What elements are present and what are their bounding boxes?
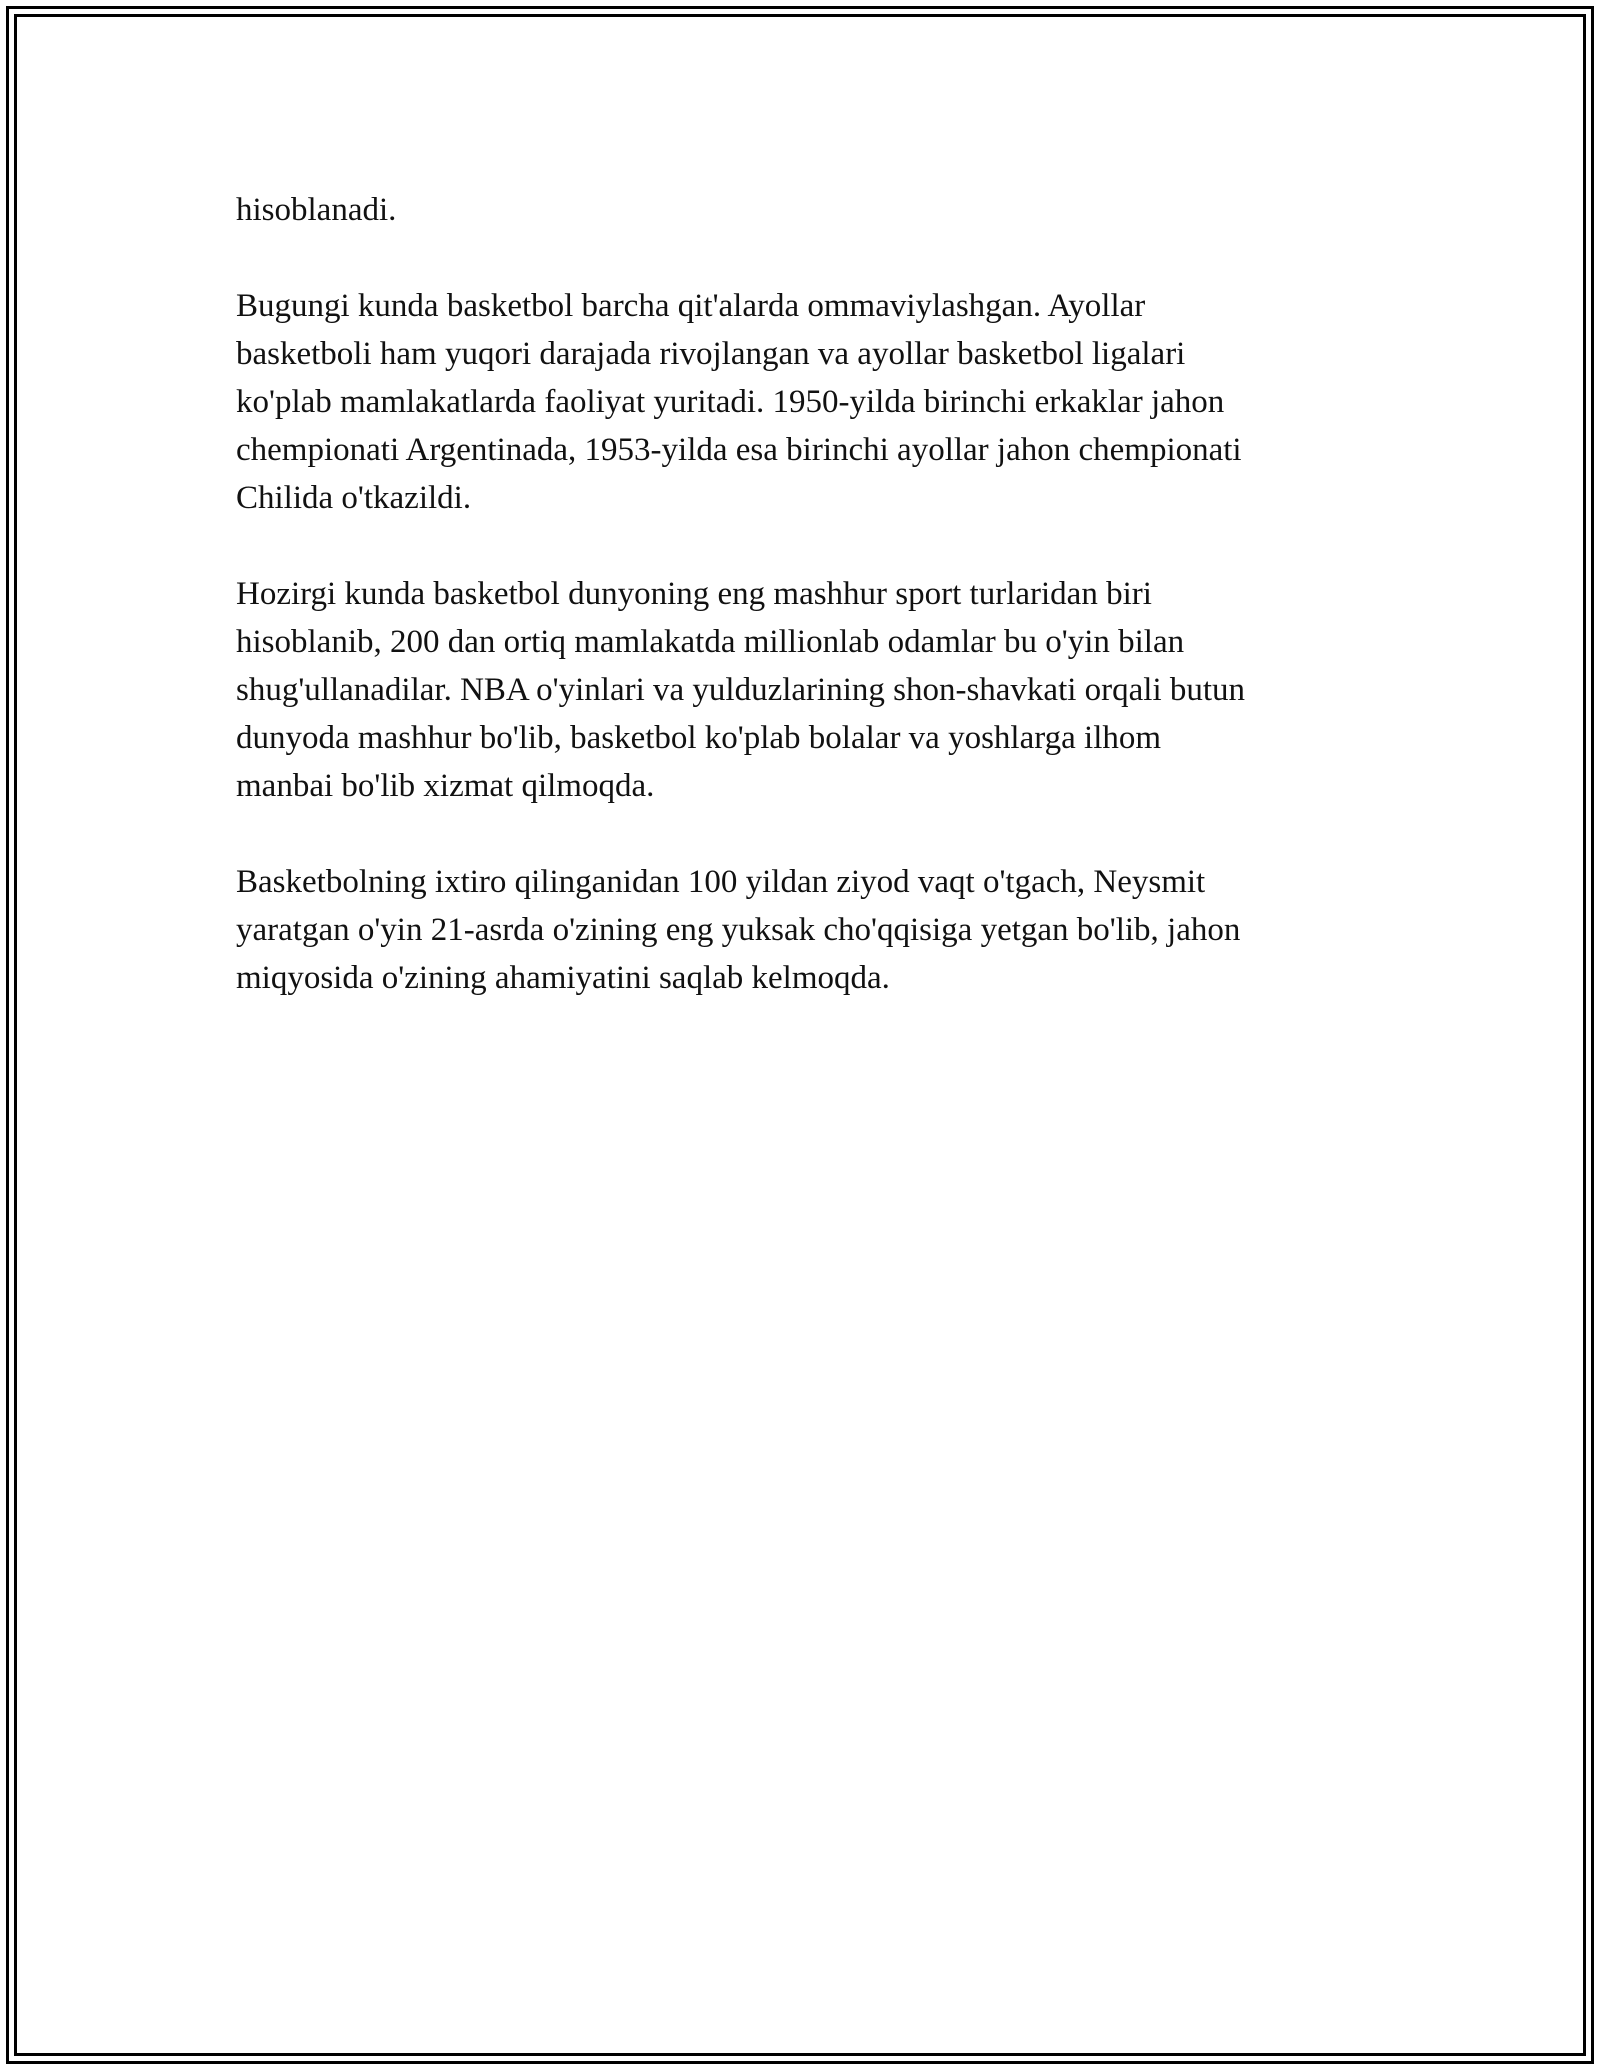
paragraph-global-popularity: Hozirgi kunda basketbol dunyoning eng mashhur sport turlaridan biri hisoblanib, 200 dan ortiq mamlakatda millionlab odamlar bu o'yin bilan shug'ullanadilar. NBA o'yinlari va yulduzlarining shon-shavkati orqali butun dunyoda mashhur bo'lib, basketbol ko'plab bolalar va yoshlarga ilhom manbai bo'lib xizmat qilmoqda. <box>236 576 1246 804</box>
paragraph-legacy: Basketbolning ixtiro qilinganidan 100 yildan ziyod vaqt o'tgach, Neysmit yaratgan o'yin 21-asrda o'zining eng yuksak cho'qqisiga yetgan bo'lib, jahon miqyosida o'zining ahamiyatini saqlab kelmoqda. <box>236 864 1241 996</box>
document-body <box>236 186 1376 1050</box>
paragraph-continuation: hisoblanadi. <box>236 192 397 228</box>
paragraph-womens-basketball: Bugungi kunda basketbol barcha qit'alarda ommaviylashgan. Ayollar basketboli ham yuqori darajada rivojlangan va ayollar basketbol ligalari ko'plab mamlakatlarda faoliyat yuritadi. 1950-yilda birinchi erkaklar jahon chempionati Argentinada, 1953-yilda esa birinchi ayollar jahon chempionati Chilida o'tkazildi. <box>236 288 1242 516</box>
